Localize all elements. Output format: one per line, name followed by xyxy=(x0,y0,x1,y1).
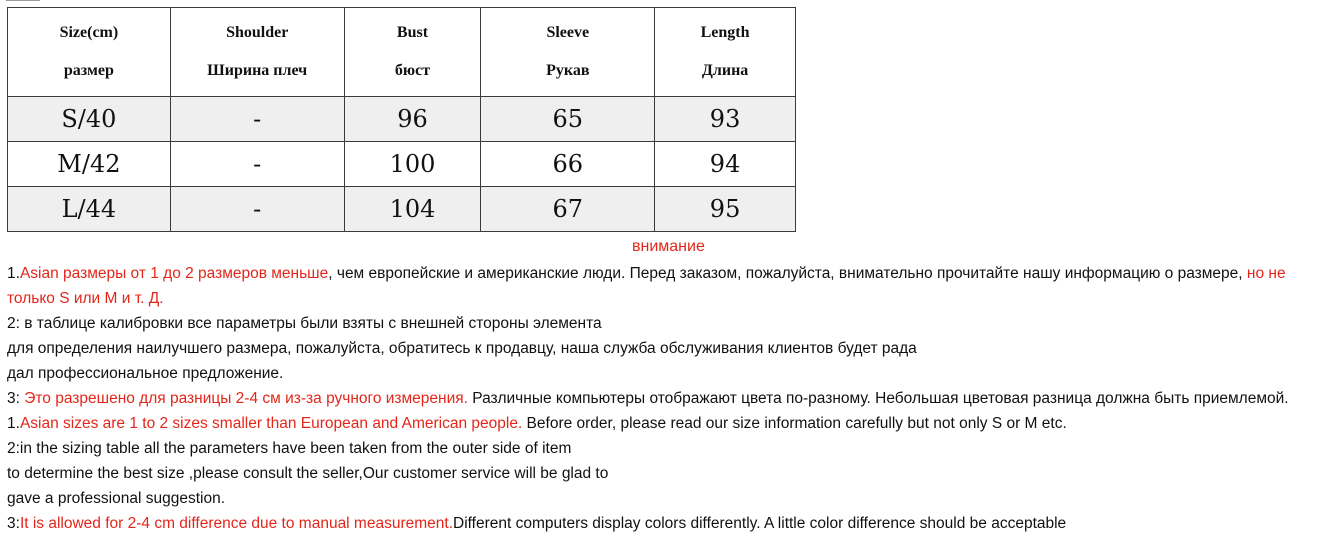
header-sleeve-ru: Рукав xyxy=(546,62,590,79)
notice-ru-1-cont: только S или M и т. Д. xyxy=(7,290,164,307)
header-length-ru: Длина xyxy=(701,62,749,79)
header-shoulder xyxy=(170,8,344,97)
cell-shoulder: - xyxy=(170,187,344,232)
cell-length: 94 xyxy=(655,142,796,187)
notice-en-1 xyxy=(7,415,1067,433)
header-bust-en: Bust xyxy=(396,24,429,41)
notice-number: 3: xyxy=(7,390,25,407)
notice-en-3 xyxy=(7,515,1066,533)
notice-ru-2-line: дал профессиональное предложение. xyxy=(7,365,284,382)
header-bust-ru: бюст xyxy=(394,62,431,79)
header-size-en: Size(cm) xyxy=(59,24,119,41)
notice-ru-2-line: 2: в таблице калибровки все параметры были взяты с внешней стороны элемента xyxy=(7,315,602,332)
cell-size: M/42 xyxy=(8,142,171,187)
header-sleeve-en: Sleeve xyxy=(546,24,590,41)
table-row xyxy=(8,187,796,232)
cell-length: 93 xyxy=(655,97,796,142)
cell-sleeve: 66 xyxy=(481,142,655,187)
notice-text: Различные компьютеры отображают цвета по-разному. Небольшая цветовая разница должна быть приемлемой. xyxy=(467,390,1289,407)
header-sleeve xyxy=(481,8,655,97)
cell-bust: 96 xyxy=(344,97,481,142)
notice-text: , чем европейские и американские люди. Перед заказом, пожалуйста, внимательно прочитайте нашу информацию о размере, xyxy=(328,265,1243,282)
header-size xyxy=(8,8,171,97)
table-header-row xyxy=(8,8,796,97)
cell-bust: 100 xyxy=(344,142,481,187)
table-row xyxy=(8,97,796,142)
table-row xyxy=(8,142,796,187)
cell-shoulder: - xyxy=(170,97,344,142)
header-shoulder-ru: Ширина плеч xyxy=(207,62,308,79)
cell-shoulder: - xyxy=(170,142,344,187)
header-bust xyxy=(344,8,481,97)
cell-sleeve: 65 xyxy=(481,97,655,142)
notice-ru-3 xyxy=(7,390,1289,408)
notice-ru-1 xyxy=(7,265,1286,283)
notice-highlight: It is allowed for 2-4 cm difference due to manual measurement. xyxy=(19,515,454,532)
cell-size: S/40 xyxy=(8,97,171,142)
attention-heading: внимание xyxy=(632,238,705,255)
notice-en-2-line: 2:in the sizing table all the parameters have been taken from the outer side of item xyxy=(7,440,572,457)
cell-size: L/44 xyxy=(8,187,171,232)
notice-en-2-line: gave a professional suggestion. xyxy=(7,490,226,507)
notice-highlight: но не xyxy=(1242,265,1286,282)
notice-en-2-line: to determine the best size ,please consult the seller,Our customer service will be glad to xyxy=(7,465,609,482)
notice-number: 1. xyxy=(7,265,20,282)
notice-highlight: Это разрешено для разницы 2-4 см из-за ручного измерения. xyxy=(24,390,468,407)
notice-number: 3: xyxy=(7,515,20,532)
top-divider xyxy=(6,0,40,1)
notice-highlight: Asian размеры от 1 до 2 размеров меньше xyxy=(19,265,329,282)
size-table xyxy=(7,7,796,232)
header-size-ru: размер xyxy=(63,62,114,79)
notice-text: Before order, please read our size information carefully but not only S or M etc. xyxy=(522,415,1067,432)
notice-highlight: Asian sizes are 1 to 2 sizes smaller than European and American people. xyxy=(19,415,523,432)
notice-ru-2-line: для определения наилучшего размера, пожалуйста, обратитесь к продавцу, наша служба обслуживания клиентов будет рада xyxy=(7,340,917,357)
notice-text: Different computers display colors differently. A little color difference should be acceptable xyxy=(453,515,1067,532)
cell-sleeve: 67 xyxy=(481,187,655,232)
cell-bust: 104 xyxy=(344,187,481,232)
header-length-en: Length xyxy=(700,24,750,41)
cell-length: 95 xyxy=(655,187,796,232)
header-shoulder-en: Shoulder xyxy=(226,24,289,41)
notice-number: 1. xyxy=(7,415,20,432)
header-length xyxy=(655,8,796,97)
